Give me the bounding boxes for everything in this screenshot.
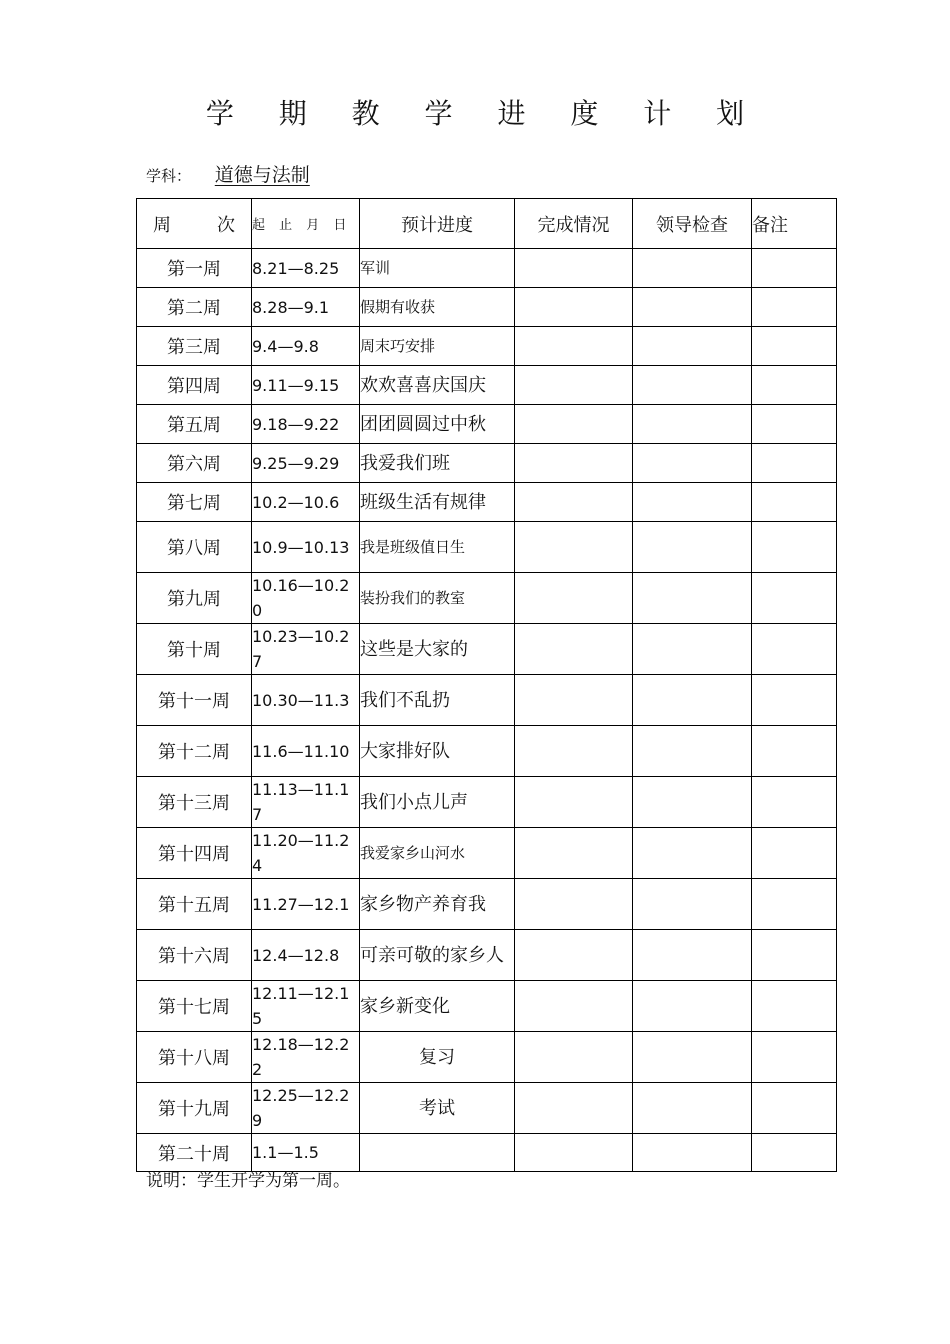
completion-cell (515, 1083, 633, 1134)
notes-cell (752, 249, 837, 288)
notes-cell (752, 777, 837, 828)
table-row (137, 675, 837, 726)
notes-cell (752, 1032, 837, 1083)
week-cell: 第三周 (137, 327, 252, 366)
topic-cell: 这些是大家的 (360, 624, 515, 675)
dates-cell: 10.9—10.13 (252, 522, 360, 573)
dates-cell: 10.30—11.3 (252, 675, 360, 726)
inspection-cell (633, 1134, 752, 1172)
dates-cell: 9.4—9.8 (252, 327, 360, 366)
topic-cell: 家乡新变化 (360, 981, 515, 1032)
schedule-table (136, 198, 837, 1172)
dates-cell: 10.16—10.20 (252, 573, 360, 624)
week-cell: 第二周 (137, 288, 252, 327)
dates-cell: 12.18—12.22 (252, 1032, 360, 1083)
inspection-cell (633, 726, 752, 777)
topic-cell: 复习 (360, 1032, 515, 1083)
topic-cell: 大家排好队 (360, 726, 515, 777)
notes-cell (752, 879, 837, 930)
week-cell: 第六周 (137, 444, 252, 483)
completion-cell (515, 726, 633, 777)
topic-cell: 我是班级值日生 (360, 522, 515, 573)
week-cell: 第九周 (137, 573, 252, 624)
week-cell: 第十六周 (137, 930, 252, 981)
inspection-cell (633, 1083, 752, 1134)
table-header-row (137, 199, 837, 249)
inspection-cell (633, 981, 752, 1032)
dates-cell: 10.23—10.27 (252, 624, 360, 675)
dates-cell: 8.28—9.1 (252, 288, 360, 327)
inspection-cell (633, 327, 752, 366)
completion-cell (515, 483, 633, 522)
table-row (137, 777, 837, 828)
topic-cell: 假期有收获 (360, 288, 515, 327)
dates-cell: 11.13—11.17 (252, 777, 360, 828)
table-row (137, 522, 837, 573)
week-cell: 第四周 (137, 366, 252, 405)
inspection-cell (633, 573, 752, 624)
completion-cell (515, 624, 633, 675)
completion-cell (515, 366, 633, 405)
notes-cell (752, 1134, 837, 1172)
dates-cell: 11.27—12.1 (252, 879, 360, 930)
week-cell: 第十五周 (137, 879, 252, 930)
table-row (137, 624, 837, 675)
topic-cell: 考试 (360, 1083, 515, 1134)
inspection-cell (633, 777, 752, 828)
dates-cell: 1.1—1.5 (252, 1134, 360, 1172)
table-row (137, 483, 837, 522)
notes-cell (752, 444, 837, 483)
completion-cell (515, 288, 633, 327)
inspection-cell (633, 879, 752, 930)
week-cell: 第八周 (137, 522, 252, 573)
completion-cell (515, 522, 633, 573)
notes-cell (752, 930, 837, 981)
inspection-cell (633, 828, 752, 879)
topic-cell: 班级生活有规律 (360, 483, 515, 522)
dates-cell: 11.6—11.10 (252, 726, 360, 777)
week-cell: 第十七周 (137, 981, 252, 1032)
completion-cell (515, 1032, 633, 1083)
dates-cell: 9.11—9.15 (252, 366, 360, 405)
notes-cell (752, 624, 837, 675)
footnote: 说明：学生开学为第一周。 (146, 1171, 350, 1191)
completion-cell (515, 327, 633, 366)
inspection-cell (633, 1032, 752, 1083)
topic-cell: 可亲可敬的家乡人 (360, 930, 515, 981)
dates-cell: 9.25—9.29 (252, 444, 360, 483)
completion-cell (515, 573, 633, 624)
dates-cell: 12.4—12.8 (252, 930, 360, 981)
topic-cell: 军训 (360, 249, 515, 288)
week-cell: 第七周 (137, 483, 252, 522)
inspection-cell (633, 288, 752, 327)
week-cell: 第五周 (137, 405, 252, 444)
subject-label: 学科： (146, 167, 192, 185)
notes-cell (752, 327, 837, 366)
table-row (137, 828, 837, 879)
dates-cell: 10.2—10.6 (252, 483, 360, 522)
completion-cell (515, 444, 633, 483)
header-dates: 起 止 月 日 (252, 199, 360, 249)
week-cell: 第一周 (137, 249, 252, 288)
notes-cell (752, 1083, 837, 1134)
week-cell: 第十周 (137, 624, 252, 675)
table-row (137, 444, 837, 483)
completion-cell (515, 981, 633, 1032)
table-row (137, 1083, 837, 1134)
week-cell: 第十二周 (137, 726, 252, 777)
dates-cell: 11.20—11.24 (252, 828, 360, 879)
week-cell: 第十九周 (137, 1083, 252, 1134)
topic-cell: 家乡物产养育我 (360, 879, 515, 930)
header-notes: 备注 (752, 199, 837, 249)
notes-cell (752, 405, 837, 444)
week-cell: 第十八周 (137, 1032, 252, 1083)
table-row (137, 366, 837, 405)
table-row (137, 327, 837, 366)
topic-cell: 我们小点儿声 (360, 777, 515, 828)
completion-cell (515, 930, 633, 981)
completion-cell (515, 777, 633, 828)
notes-cell (752, 288, 837, 327)
completion-cell (515, 1134, 633, 1172)
inspection-cell (633, 624, 752, 675)
table-row (137, 405, 837, 444)
table-row (137, 249, 837, 288)
table-row (137, 930, 837, 981)
topic-cell: 我们不乱扔 (360, 675, 515, 726)
notes-cell (752, 675, 837, 726)
table-row (137, 1032, 837, 1083)
notes-cell (752, 828, 837, 879)
subject-row (146, 160, 310, 187)
header-completion: 完成情况 (515, 199, 633, 249)
table-row (137, 573, 837, 624)
topic-cell (360, 1134, 515, 1172)
week-cell: 第十三周 (137, 777, 252, 828)
notes-cell (752, 366, 837, 405)
topic-cell: 我爱我们班 (360, 444, 515, 483)
inspection-cell (633, 930, 752, 981)
topic-cell: 团团圆圆过中秋 (360, 405, 515, 444)
inspection-cell (633, 249, 752, 288)
inspection-cell (633, 522, 752, 573)
completion-cell (515, 675, 633, 726)
inspection-cell (633, 483, 752, 522)
notes-cell (752, 981, 837, 1032)
table-row (137, 981, 837, 1032)
topic-cell: 周末巧安排 (360, 327, 515, 366)
topic-cell: 欢欢喜喜庆国庆 (360, 366, 515, 405)
week-cell: 第二十周 (137, 1134, 252, 1172)
header-plan: 预计进度 (360, 199, 515, 249)
table-row (137, 879, 837, 930)
table-row (137, 288, 837, 327)
topic-cell: 装扮我们的教室 (360, 573, 515, 624)
completion-cell (515, 879, 633, 930)
week-cell: 第十一周 (137, 675, 252, 726)
inspection-cell (633, 675, 752, 726)
inspection-cell (633, 366, 752, 405)
inspection-cell (633, 405, 752, 444)
notes-cell (752, 573, 837, 624)
notes-cell (752, 726, 837, 777)
completion-cell (515, 249, 633, 288)
table-row (137, 726, 837, 777)
dates-cell: 9.18—9.22 (252, 405, 360, 444)
header-week: 周 次 (137, 199, 252, 249)
subject-value: 道德与法制 (214, 164, 310, 186)
header-inspection: 领导检查 (633, 199, 752, 249)
notes-cell (752, 522, 837, 573)
dates-cell: 12.11—12.15 (252, 981, 360, 1032)
notes-cell (752, 483, 837, 522)
week-cell: 第十四周 (137, 828, 252, 879)
topic-cell: 我爱家乡山河水 (360, 828, 515, 879)
page-title: 学 期 教 学 进 度 计 划 (205, 97, 763, 130)
inspection-cell (633, 444, 752, 483)
completion-cell (515, 828, 633, 879)
dates-cell: 8.21—8.25 (252, 249, 360, 288)
completion-cell (515, 405, 633, 444)
dates-cell: 12.25—12.29 (252, 1083, 360, 1134)
